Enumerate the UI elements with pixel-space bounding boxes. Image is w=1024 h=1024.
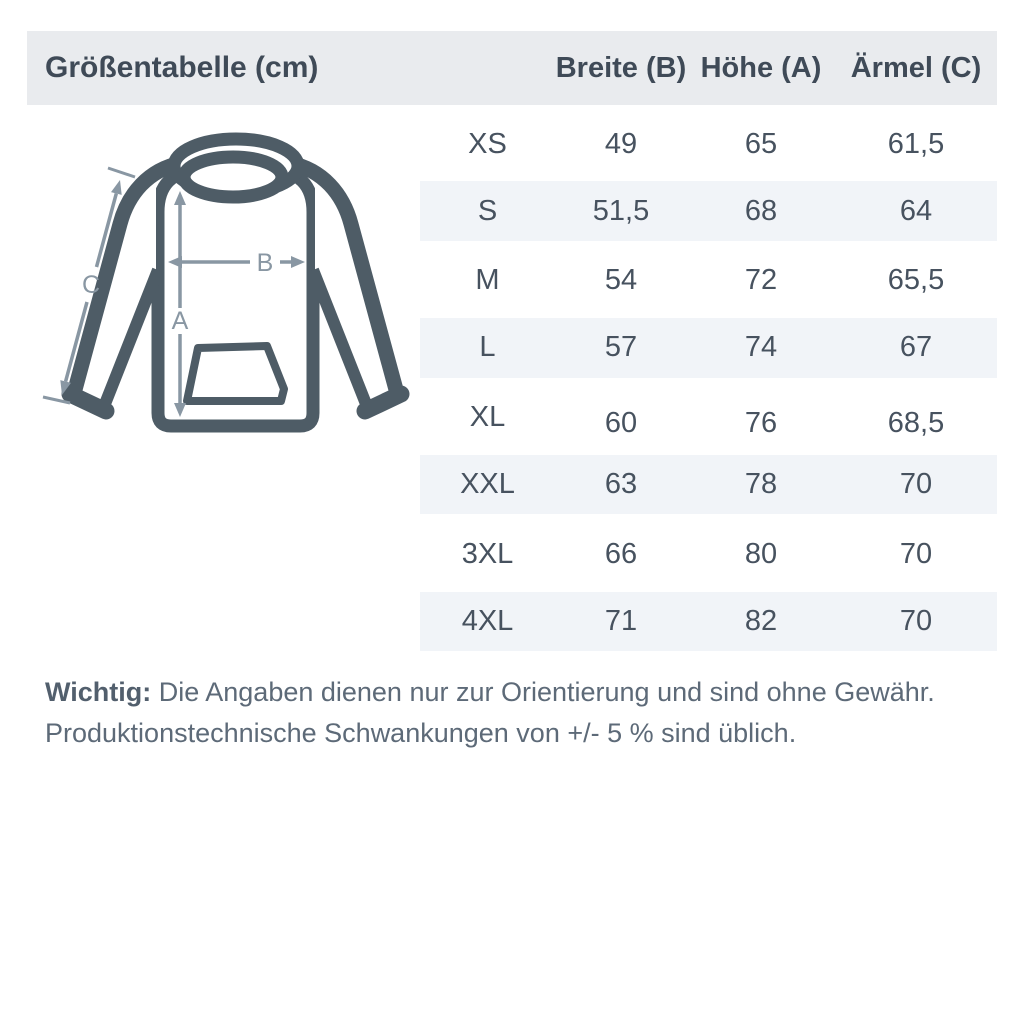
aermel-value: 61,5	[887, 127, 945, 160]
aermel-value: 68,5	[887, 407, 945, 440]
aermel-value: 67	[899, 331, 933, 364]
breite-value: 71	[604, 604, 638, 637]
breite-value: 54	[604, 264, 638, 297]
table-row-m	[420, 247, 997, 315]
hoehe-value: 78	[744, 468, 778, 501]
hoehe-value: 72	[744, 264, 778, 297]
table-row-3xl	[420, 520, 997, 588]
breite-value: 63	[604, 468, 638, 501]
hoehe-value: 74	[744, 331, 778, 364]
table-row-l	[420, 315, 997, 383]
table-row-4xl	[420, 589, 997, 657]
table-row-s	[420, 178, 997, 246]
breite-value: 51,5	[592, 194, 650, 227]
aermel-value: 64	[899, 194, 933, 227]
table-row-xl	[420, 384, 997, 452]
breite-value: 66	[604, 538, 638, 571]
aermel-value: 70	[899, 604, 933, 637]
size-label: XS	[468, 127, 507, 160]
column-header-breite: Breite (B)	[555, 51, 687, 84]
hoehe-value: 68	[744, 194, 778, 227]
measure-label-c: C	[81, 271, 101, 299]
disclaimer-note	[45, 672, 985, 754]
hoehe-value: 82	[744, 604, 778, 637]
aermel-value: 70	[899, 538, 933, 571]
hood-inner-ring	[184, 157, 282, 197]
size-table	[420, 110, 997, 657]
table-row-xxl	[420, 452, 997, 520]
size-label: XXL	[460, 468, 515, 501]
disclaimer-line-2: Produktionstechnische Schwankungen von +/- 5 % sind üblich.	[45, 718, 797, 748]
column-header-aermel: Ärmel (C)	[850, 51, 982, 84]
size-label: L	[479, 331, 496, 364]
column-header-hoehe: Höhe (A)	[700, 51, 822, 84]
breite-value: 60	[604, 407, 638, 440]
hoehe-value: 65	[744, 127, 778, 160]
aermel-value: 65,5	[887, 264, 945, 297]
disclaimer-line-1: Die Angaben dienen nur zur Orientierung und sind ohne Gewähr.	[151, 677, 935, 707]
size-label: 3XL	[461, 538, 514, 571]
measure-label-b: B	[256, 249, 274, 277]
hoehe-value: 76	[744, 407, 778, 440]
measure-label-a: A	[171, 307, 189, 335]
hoehe-value: 80	[744, 538, 778, 571]
disclaimer-label: Wichtig:	[45, 677, 152, 707]
table-header	[27, 31, 997, 105]
size-label: S	[477, 194, 498, 227]
aermel-value: 70	[899, 468, 933, 501]
breite-value: 49	[604, 127, 638, 160]
size-label: 4XL	[461, 604, 514, 637]
pocket-outline	[187, 346, 284, 401]
hoodie-size-diagram	[28, 112, 428, 462]
page-title: Größentabelle (cm)	[45, 51, 319, 84]
table-row-xs	[420, 110, 997, 178]
sleeve-top-tick	[108, 168, 135, 177]
size-label: XL	[469, 401, 506, 434]
size-label: M	[475, 264, 500, 297]
breite-value: 57	[604, 331, 638, 364]
